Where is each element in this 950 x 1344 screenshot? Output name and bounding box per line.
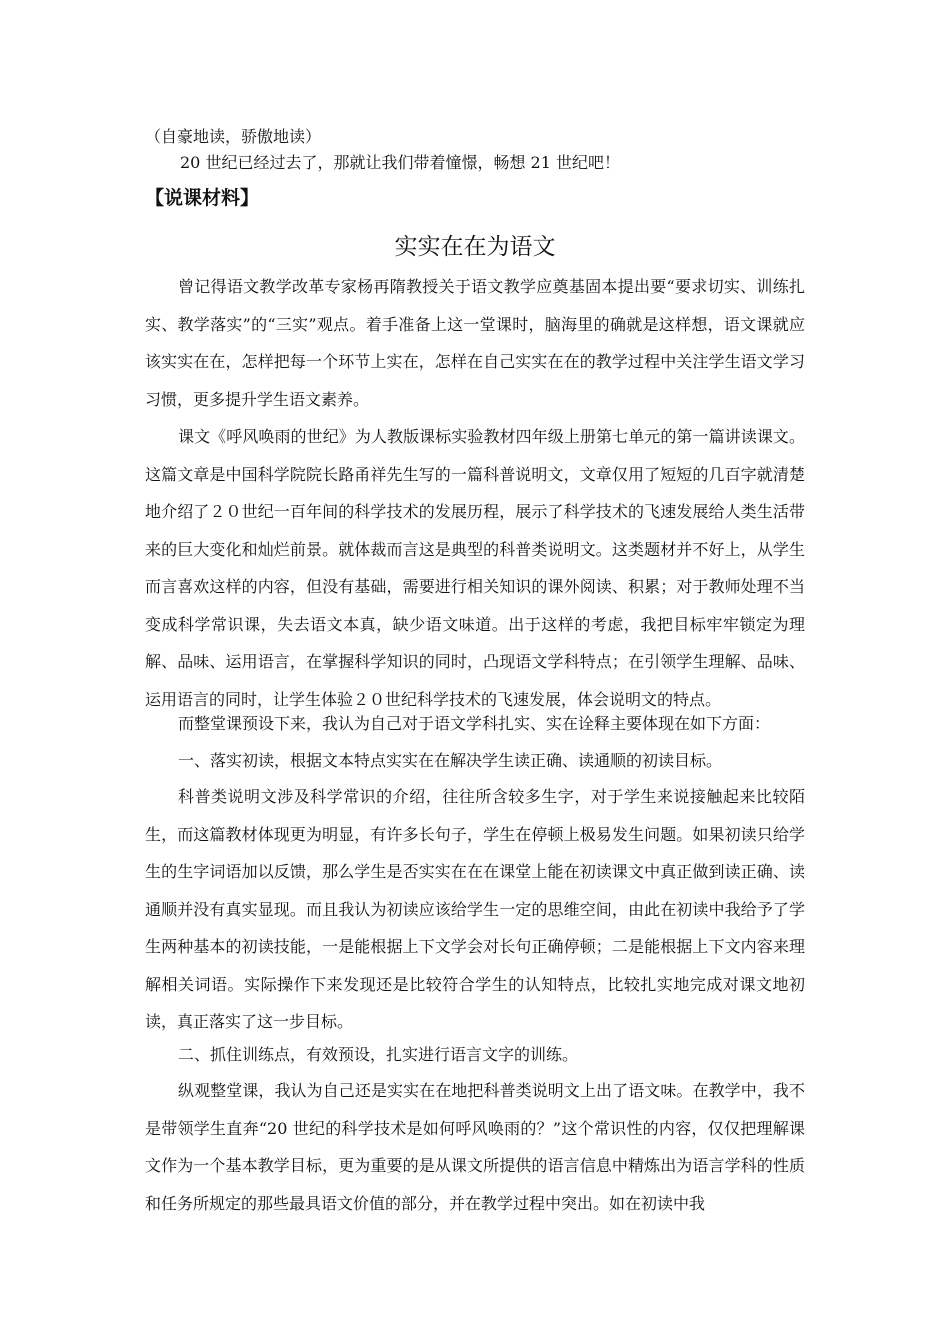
- paragraph-text-analysis: 课文《呼风唤雨的世纪》为人教版课标实验教材四年级上册第七单元的第一篇讲读课文。这篇文章是中国科学院院长路甬祥先生写的一篇科普说明文，文章仅用了短短的几百字就清楚地介绍了２０世纪一百年间的科学技术的发展历程，展示了科学技术的飞速发展给人类生活带来的巨大变化和灿烂前景。就体裁而言这是典型的科普类说明文。这类题材并不好上，从学生而言喜欢这样的内容，但没有基础，需要进行相关知识的课外阅读、积累；对于教师处理不当变成科学常识课，失去语文本真，缺少语文味道。出于这样的考虑，我把目标牢牢锁定为理解、品味、运用语言，在掌握科学知识的同时，凸现语文学科特点；在引领学生理解、品味、运用语言的同时，让学生体验２０世纪科学技术的飞速发展，体会说明文的特点。: [145, 427, 805, 709]
- paragraph-point-one: 一、落实初读，根据文本特点实实在在解决学生读正确、读通顺的初读目标。: [178, 751, 723, 770]
- paragraph-point-one-detail: 科普类说明文涉及科学常识的介绍，往往所含较多生字，对于学生来说接触起来比较陌生，而这篇教材体现更为明显，有许多长句子，学生在停顿上极易发生问题。如果初读只给学生的生字词语加以反馈，那么学生是否实实在在在课堂上能在初读课文中真正做到读正确、读通顺并没有真实显现。而且我认为初读应该给学生一定的思维空间，由此在初读中我给予了学生两种基本的初读技能，一是能根据上下文学会对长句正确停顿；二是能根据上下文内容来理解相关词语。实际操作下来发现还是比较符合学生的认知特点，比较扎实地完成对课文地初读，真正落实了这一步目标。: [145, 787, 805, 1031]
- closing-line: 20 世纪已经过去了，那就让我们带着憧憬，畅想 21 世纪吧！: [180, 153, 620, 172]
- paragraph-point-two-detail: 纵观整堂课，我认为自己还是实实在在地把科普类说明文上出了语文味。在教学中，我不是带领学生直奔“20 世纪的科学技术是如何呼风唤雨的？”这个常识性的内容，仅仅把理解课文作为一个基本教学目标，更为重要的是从课文所提供的语言信息中精炼出为语言学科的性质和任务所规定的那些最具语文价值的部分，并在教学过程中突出。如在初读中我: [145, 1081, 805, 1213]
- section-tag: 【说课材料】: [145, 187, 260, 209]
- paragraph-intro: 曾记得语文教学改革专家杨再隋教授关于语文教学应奠基固本提出要“要求切实、训练扎实、教学落实”的“三实”观点。着手准备上这一堂课时，脑海里的确就是这样想，语文课就应该实实在在，怎样把每一个环节上实在，怎样在自己实实在在的教学过程中关注学生语文学习习惯，更多提升学生语文素养。: [145, 277, 805, 409]
- reading-note: （自豪地读，骄傲地读）: [145, 127, 322, 146]
- paragraph-summary: 而整堂课预设下来，我认为自己对于语文学科扎实、实在诠释主要体现在如下方面：: [178, 714, 771, 733]
- page-title: 实实在在为语文: [394, 234, 556, 260]
- paragraph-point-two: 二、抓住训练点，有效预设，扎实进行语言文字的训练。: [178, 1045, 579, 1064]
